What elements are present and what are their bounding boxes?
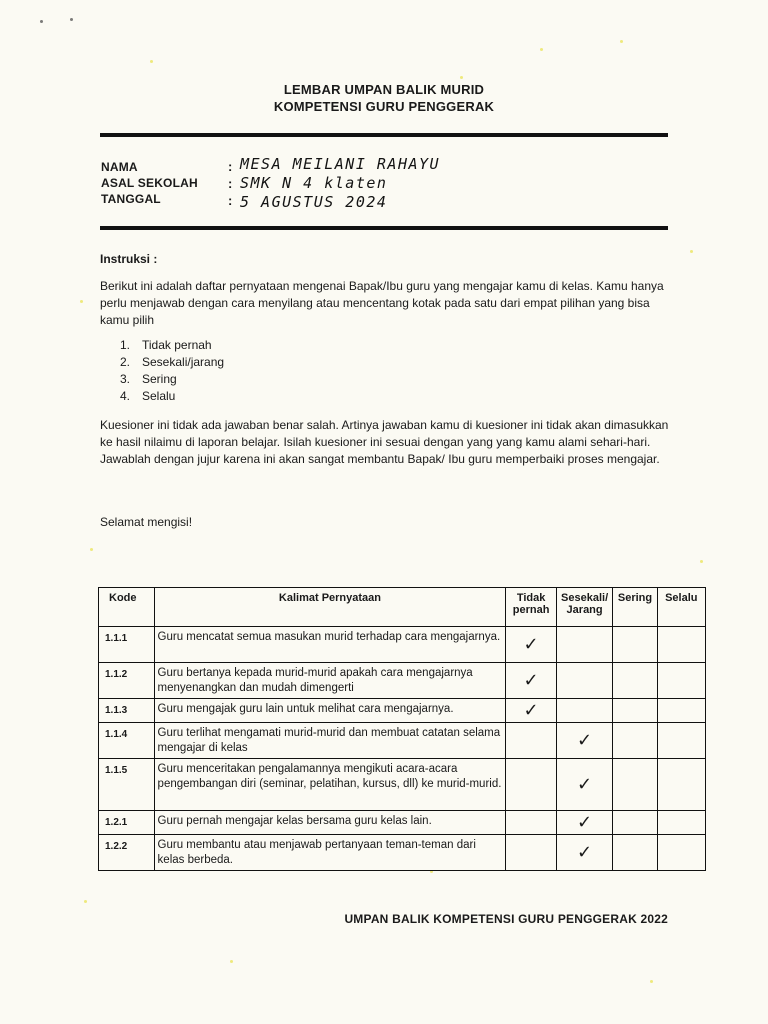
answer-cell-jarang[interactable]: [556, 627, 613, 663]
paper-speck: [150, 60, 153, 63]
answer-cell-tidak-pernah[interactable]: [506, 723, 556, 759]
paper-speck: [80, 300, 83, 303]
option-item: [120, 371, 224, 388]
bottom-divider: [100, 226, 668, 230]
row-statement: Guru mencatat semua masukan murid terhadap cara mengajarnya.: [154, 627, 506, 663]
footer-caption: UMPAN BALIK KOMPETENSI GURU PENGGERAK 2022: [344, 912, 668, 926]
header-selalu: Selalu: [657, 588, 705, 627]
checkmark-icon: ✓: [577, 842, 593, 863]
row-statement: Guru terlihat mengamati murid-murid dan membuat catatan selama mengajar di kelas: [154, 723, 506, 759]
checkmark-icon: ✓: [523, 634, 539, 655]
answer-cell-tidak-pernah[interactable]: [506, 835, 556, 871]
instructions-intro: Berikut ini adalah daftar pernyataan mengenai Bapak/Ibu guru yang mengajar kamu di kelas. Kamu hanya perlu menjawab dengan cara menyilang atau mencentang kotak pada satu dari empat pilihan yang bisa kamu pilih: [100, 279, 664, 327]
tanggal-colon: :: [228, 193, 233, 208]
answer-cell-sering[interactable]: [613, 759, 657, 811]
paper-speck: [700, 560, 703, 563]
paper-speck: [540, 48, 543, 51]
answer-cell-sering[interactable]: [613, 811, 657, 835]
answer-cell-jarang[interactable]: [556, 699, 613, 723]
paper-speck: [90, 548, 93, 551]
checkmark-icon: ✓: [523, 700, 539, 721]
answer-cell-tidak-pernah[interactable]: [506, 663, 556, 699]
row-code: 1.1.3: [99, 699, 155, 723]
asal-sekolah-value[interactable]: SMK N 4 klaten: [240, 174, 388, 192]
survey-body: [99, 627, 706, 871]
nama-colon: :: [228, 159, 233, 174]
option-item: [120, 388, 224, 405]
document-subtitle: KOMPETENSI GURU PENGGERAK: [273, 99, 495, 114]
paper-speck: [460, 76, 463, 79]
answer-cell-sering[interactable]: [613, 835, 657, 871]
row-code: 1.1.4: [99, 723, 155, 759]
row-code: 1.1.2: [99, 663, 155, 699]
answer-cell-selalu[interactable]: [657, 723, 705, 759]
answer-cell-tidak-pernah[interactable]: [506, 811, 556, 835]
row-statement: Guru bertanya kepada murid-murid apakah cara mengajarnya menyenangkan dan mudah dimengerti: [154, 663, 506, 699]
paper-speck: [70, 18, 73, 21]
instructions-note: Kuesioner ini tidak ada jawaban benar salah. Artinya jawaban kamu di kuesioner ini tidak akan dimasukkan ke hasil nilaimu di laporan belajar. Isilah kuesioner ini sesuai dengan yang yang kamu alami sehari-hari. Jawablah dengan jujur karena ini akan sangat membantu Bapak/ Ibu guru memperbaiki proses mengajar.: [100, 418, 669, 466]
answer-cell-jarang[interactable]: [556, 835, 613, 871]
header-kode: Kode: [99, 588, 155, 627]
answer-cell-jarang[interactable]: [556, 663, 613, 699]
option-label: Tidak pernah: [142, 338, 212, 352]
table-row: [99, 759, 706, 811]
answer-cell-selalu[interactable]: [657, 759, 705, 811]
option-number: 1.: [120, 338, 131, 352]
option-number: 4.: [120, 389, 131, 403]
closing-text: Selamat mengisi!: [100, 515, 193, 529]
answer-options: [120, 337, 224, 405]
answer-cell-jarang[interactable]: [556, 759, 613, 811]
paper-speck: [650, 980, 653, 983]
table-row: [99, 835, 706, 871]
survey-table: [98, 587, 706, 871]
nama-value[interactable]: MESA MEILANI RAHAYU: [240, 155, 441, 173]
table-header-row: [99, 588, 706, 627]
paper-speck: [620, 40, 623, 43]
row-code: 1.1.1: [99, 627, 155, 663]
header-tidak-pernah: Tidak pernah: [506, 588, 556, 627]
answer-cell-selalu[interactable]: [657, 699, 705, 723]
answer-cell-sering[interactable]: [613, 723, 657, 759]
option-number: 3.: [120, 372, 131, 386]
top-divider: [100, 133, 668, 137]
table-row: [99, 811, 706, 835]
option-label: Sesekali/jarang: [142, 355, 225, 369]
paper-speck: [84, 900, 87, 903]
answer-cell-tidak-pernah[interactable]: [506, 627, 556, 663]
answer-cell-selalu[interactable]: [657, 811, 705, 835]
table-row: [99, 699, 706, 723]
header-sering: Sering: [613, 588, 657, 627]
paper-speck: [690, 250, 693, 253]
answer-cell-tidak-pernah[interactable]: [506, 699, 556, 723]
asal-sekolah-label: ASAL SEKOLAH: [101, 176, 198, 190]
tanggal-value[interactable]: 5 AGUSTUS 2024: [240, 193, 388, 211]
answer-cell-selalu[interactable]: [657, 835, 705, 871]
row-statement: Guru pernah mengajar kelas bersama guru kelas lain.: [154, 811, 506, 835]
answer-cell-sering[interactable]: [613, 627, 657, 663]
option-item: [120, 337, 224, 354]
document-title: LEMBAR UMPAN BALIK MURID: [283, 82, 485, 97]
row-code: 1.1.5: [99, 759, 155, 811]
checkmark-icon: ✓: [577, 774, 593, 795]
answer-cell-selalu[interactable]: [657, 663, 705, 699]
instructions-heading: Instruksi :: [100, 252, 158, 266]
tanggal-label: TANGGAL: [101, 192, 161, 206]
answer-cell-sering[interactable]: [613, 663, 657, 699]
asal-sekolah-colon: :: [228, 176, 233, 191]
option-label: Sering: [142, 372, 177, 386]
row-statement: Guru membantu atau menjawab pertanyaan teman-teman dari kelas berbeda.: [154, 835, 506, 871]
answer-cell-jarang[interactable]: [556, 723, 613, 759]
option-number: 2.: [120, 355, 131, 369]
answer-cell-selalu[interactable]: [657, 627, 705, 663]
table-row: [99, 663, 706, 699]
header-statement: Kalimat Pernyataan: [154, 588, 506, 627]
checkmark-icon: ✓: [577, 812, 593, 833]
header-jarang: Sesekali/ Jarang: [556, 588, 613, 627]
option-label: Selalu: [142, 389, 176, 403]
checkmark-icon: ✓: [577, 730, 593, 751]
table-row: [99, 627, 706, 663]
table-row: [99, 723, 706, 759]
answer-cell-tidak-pernah[interactable]: [506, 759, 556, 811]
checkmark-icon: ✓: [523, 670, 539, 691]
answer-cell-sering[interactable]: [613, 699, 657, 723]
paper-speck: [40, 20, 43, 23]
answer-cell-jarang[interactable]: [556, 811, 613, 835]
nama-label: NAMA: [101, 160, 138, 174]
option-item: [120, 354, 224, 371]
row-statement: Guru mengajak guru lain untuk melihat cara mengajarnya.: [154, 699, 506, 723]
row-code: 1.2.1: [99, 811, 155, 835]
row-code: 1.2.2: [99, 835, 155, 871]
row-statement: Guru menceritakan pengalamannya mengikuti acara-acara pengembangan diri (seminar, pelatihan, kursus, dll) ke murid-murid.: [154, 759, 506, 811]
paper-speck: [230, 960, 233, 963]
